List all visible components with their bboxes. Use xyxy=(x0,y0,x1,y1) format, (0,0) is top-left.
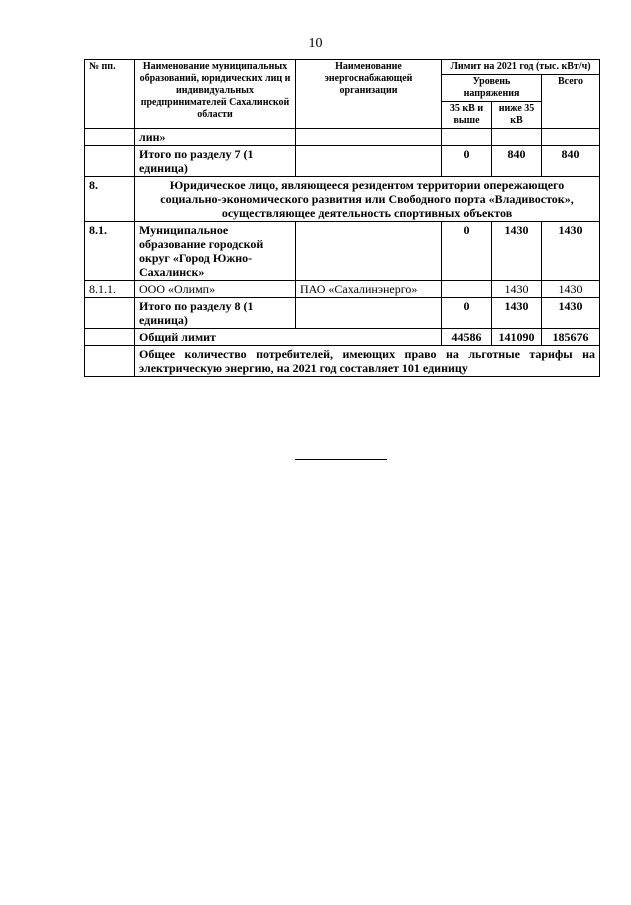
total-value: 840 xyxy=(542,146,600,177)
table-row xyxy=(85,129,600,146)
limits-table xyxy=(84,59,600,377)
low-voltage-value: 840 xyxy=(492,146,542,177)
row-name: ООО «Олимп» xyxy=(135,281,296,298)
total-value: 1430 xyxy=(542,222,600,281)
header-high-voltage: 35 кВ и выше xyxy=(442,102,492,129)
table-row xyxy=(85,222,600,281)
low-voltage-value: 1430 xyxy=(492,222,542,281)
section-8-total-row xyxy=(85,298,600,329)
row-name: лин» xyxy=(135,129,296,146)
table-row xyxy=(85,281,600,298)
row-name: Общий лимит xyxy=(135,329,442,346)
section-title: Юридическое лицо, являющееся резидентом территории опережающего социально-экономического развития или Свободного порта «Владивосток», осуществляющее деятельность спортивных объектов xyxy=(135,177,600,222)
supplier-name: ПАО «Сахалинэнерго» xyxy=(296,281,442,298)
header-supplier: Наименование энергоснабжающей организации xyxy=(296,60,442,129)
header-voltage: Уровень напряжения xyxy=(442,75,542,102)
total-value: 1430 xyxy=(542,298,600,329)
row-name: Итого по разделу 7 (1 единица) xyxy=(135,146,296,177)
low-voltage-value: 1430 xyxy=(492,281,542,298)
grand-total-row xyxy=(85,329,600,346)
high-voltage-value: 0 xyxy=(442,298,492,329)
note-row xyxy=(85,346,600,377)
header-name: Наименование муниципальных образований, юридических лиц и индивидуальных предпринимателей Сахалинской области xyxy=(135,60,296,129)
total-value: 1430 xyxy=(542,281,600,298)
high-voltage-value: 44586 xyxy=(442,329,492,346)
row-name: Муниципальное образование городской округ «Город Южно-Сахалинск» xyxy=(135,222,296,281)
row-number: 8.1. xyxy=(85,222,135,281)
header-low-voltage: ниже 35 кВ xyxy=(492,102,542,129)
row-name: Итого по разделу 8 (1 единица) xyxy=(135,298,296,329)
high-voltage-value: 0 xyxy=(442,146,492,177)
closing-line xyxy=(295,459,387,460)
header-total: Всего xyxy=(542,75,600,129)
header-limit: Лимит на 2021 год (тыс. кВт/ч) xyxy=(442,60,600,75)
low-voltage-value: 1430 xyxy=(492,298,542,329)
row-number: 8. xyxy=(85,177,135,222)
consumer-count-note: Общее количество потребителей, имеющих право на льготные тарифы на электрическую энергию, на 2021 год составляет 101 единицу xyxy=(135,346,600,377)
row-number: 8.1.1. xyxy=(85,281,135,298)
section-7-total-row xyxy=(85,146,600,177)
high-voltage-value: 0 xyxy=(442,222,492,281)
page-number: 10 xyxy=(308,36,323,51)
total-value: 185676 xyxy=(542,329,600,346)
header-row-1 xyxy=(85,60,600,75)
header-no: № пп. xyxy=(85,60,135,129)
section-8-header-row xyxy=(85,177,600,222)
low-voltage-value: 141090 xyxy=(492,329,542,346)
